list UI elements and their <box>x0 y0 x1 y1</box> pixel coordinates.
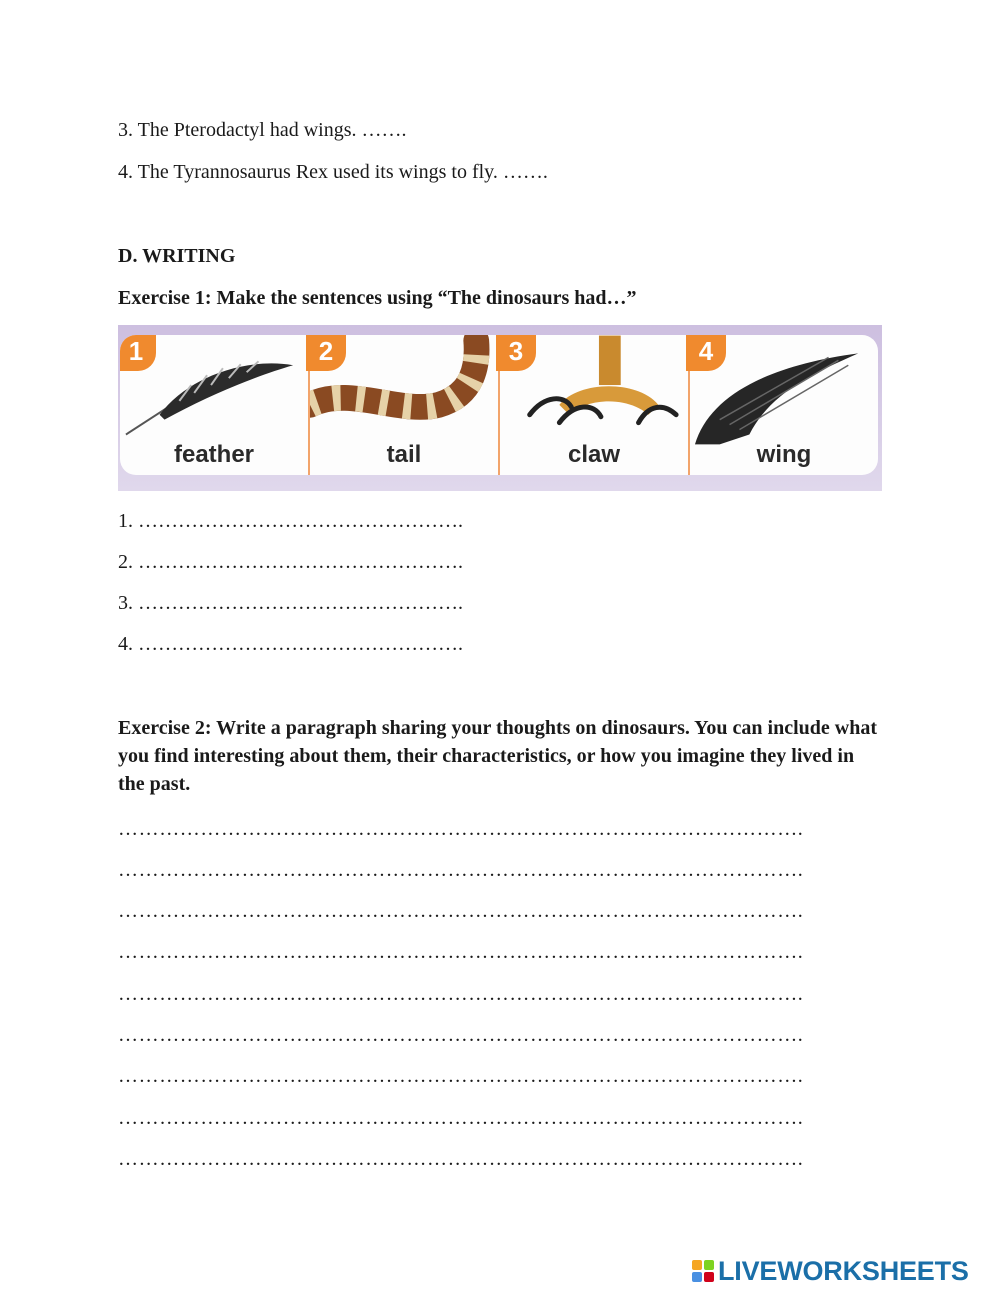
writing-line[interactable]: ………………………………………………………………………………………. <box>118 818 804 840</box>
picture-number: 3 <box>496 335 536 371</box>
picture-label: feather <box>173 441 255 468</box>
picture-label: claw <box>567 441 621 468</box>
writing-line[interactable]: ………………………………………………………………………………………. <box>118 1148 804 1170</box>
writing-line[interactable]: ………………………………………………………………………………………. <box>118 900 804 922</box>
writing-line[interactable]: ………………………………………………………………………………………. <box>118 941 804 963</box>
logo-text: LIVEWORKSHEETS <box>718 1255 969 1286</box>
picture-panel-wing <box>690 335 878 475</box>
statement-4: 4. The Tyrannosaurus Rex used its wings to fly. ……. <box>118 161 548 183</box>
picture-panel-claw <box>500 335 690 475</box>
answer-line-2[interactable]: 2. …………………………………………. <box>118 551 463 573</box>
writing-line[interactable]: ………………………………………………………………………………………. <box>118 859 804 881</box>
logo-mark-icon <box>692 1260 714 1282</box>
picture-label: wing <box>756 441 812 468</box>
picture-number: 2 <box>306 335 346 371</box>
liveworksheets-logo <box>692 1254 969 1288</box>
picture-panel-tail <box>310 335 500 475</box>
writing-line[interactable]: ………………………………………………………………………………………. <box>118 1107 804 1129</box>
exercise-2-title: Exercise 2: Write a paragraph sharing your thoughts on dinosaurs. You can include what you find interesting about them, their characteristics, or how you imagine they lived in the past. <box>118 717 877 795</box>
section-title: D. WRITING <box>118 245 236 267</box>
logo-square <box>692 1272 702 1282</box>
logo-square <box>704 1260 714 1270</box>
picture-strip <box>118 325 882 491</box>
writing-line[interactable]: ………………………………………………………………………………………. <box>118 1024 804 1046</box>
picture-panel-feather <box>120 335 310 475</box>
writing-line[interactable]: ………………………………………………………………………………………. <box>118 983 804 1005</box>
answer-line-1[interactable]: 1. …………………………………………. <box>118 510 463 532</box>
answer-line-4[interactable]: 4. …………………………………………. <box>118 633 463 655</box>
statement-3: 3. The Pterodactyl had wings. ……. <box>118 119 407 141</box>
logo-square <box>704 1272 714 1282</box>
picture-label: tail <box>386 441 422 468</box>
logo-square <box>692 1260 702 1270</box>
answer-line-3[interactable]: 3. …………………………………………. <box>118 592 463 614</box>
writing-line[interactable]: ………………………………………………………………………………………. <box>118 1065 804 1087</box>
picture-number: 4 <box>686 335 726 371</box>
picture-number: 1 <box>120 335 156 371</box>
exercise-1-title: Exercise 1: Make the sentences using “The dinosaurs had…” <box>118 287 637 309</box>
